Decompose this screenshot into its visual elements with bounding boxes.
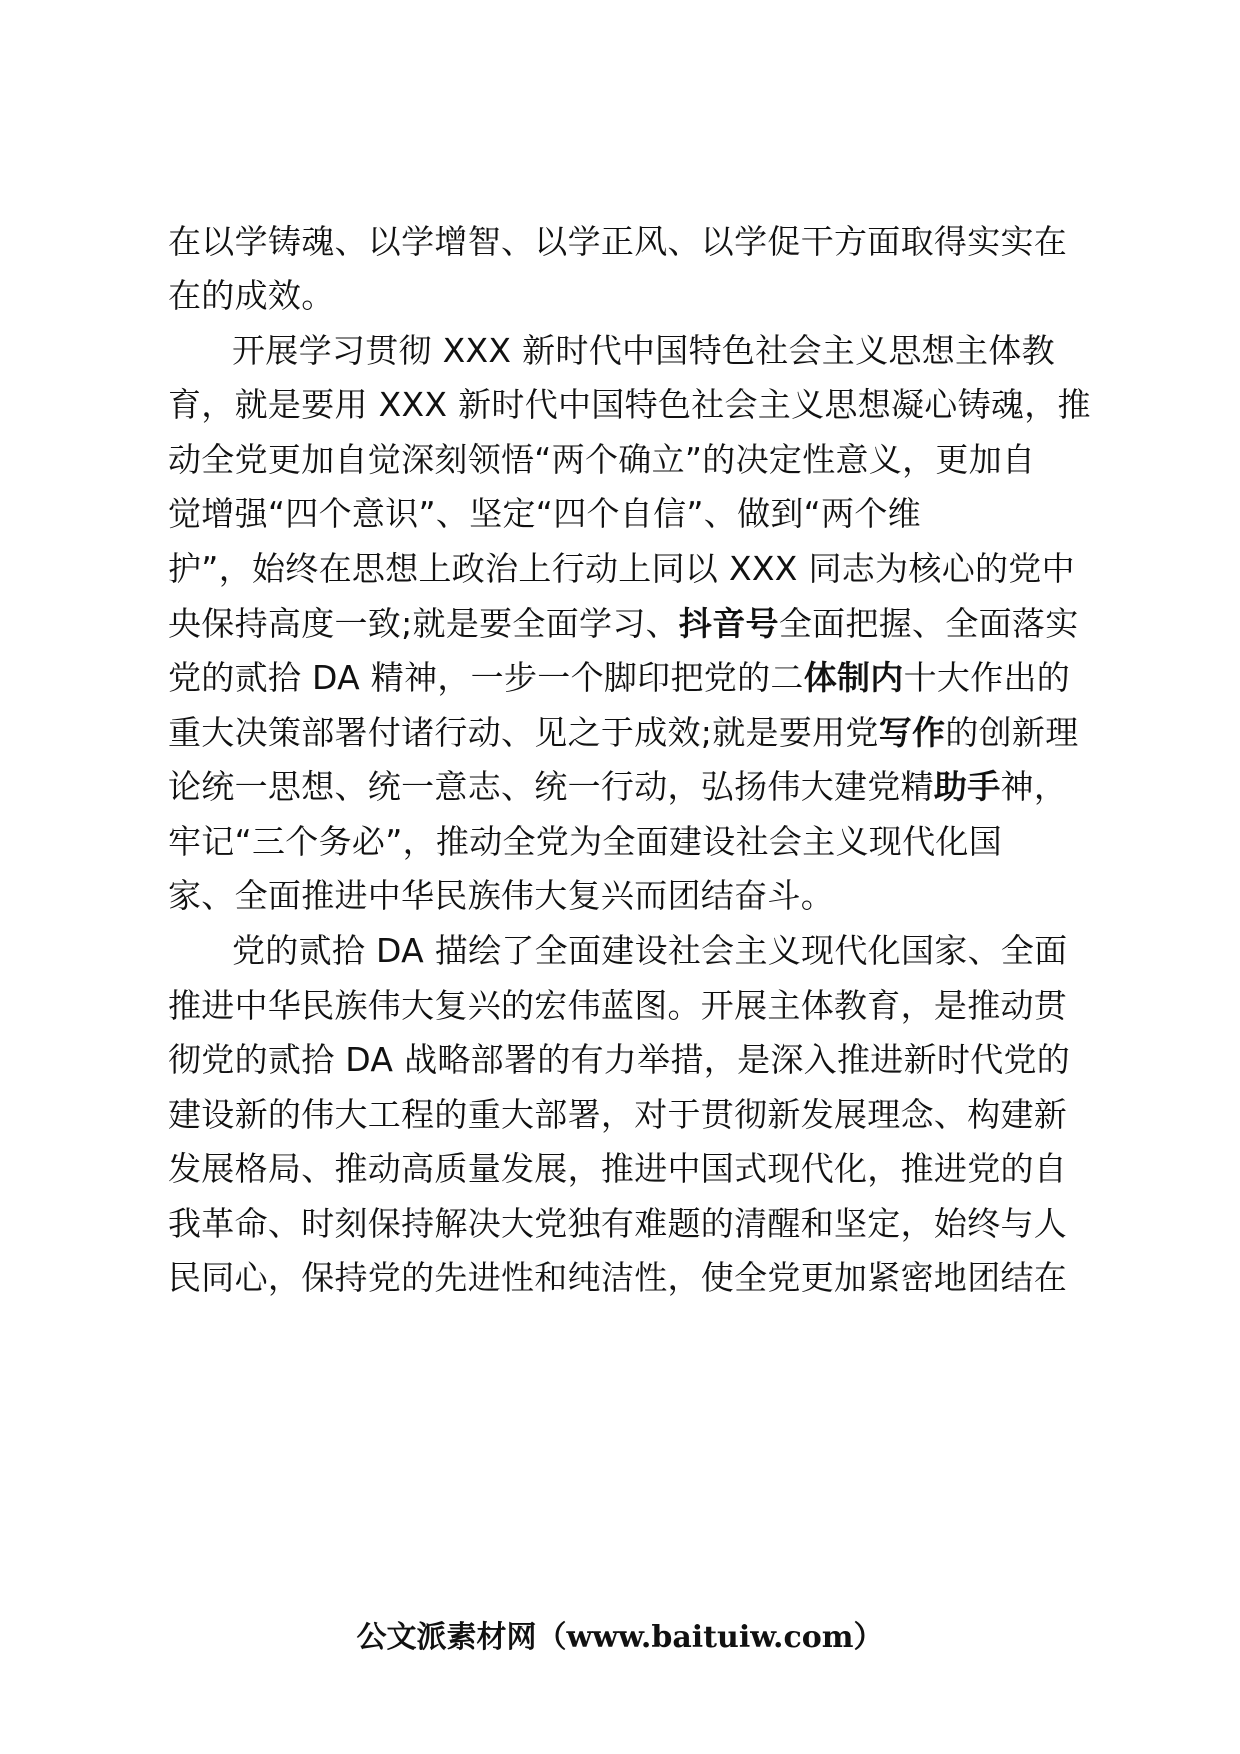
bold-watermark-text: 抖音号 [678, 604, 779, 643]
text-segment: 彻党的贰拾 DA 战略部署的有力举措，是深入推进新时代党的 [168, 1040, 1071, 1079]
body-line [168, 549, 1075, 589]
text-segment: 牢记“三个务必”，推动全党为全面建设社会主义现代化国 [168, 822, 1002, 861]
body-line [168, 658, 1070, 698]
text-segment: 十大作出的 [903, 658, 1071, 697]
text-segment: 民同心，保持党的先进性和纯洁性，使全党更加紧密地团结在 [168, 1258, 1068, 1297]
body-line [168, 494, 921, 534]
bold-watermark-text: 写作 [878, 713, 946, 752]
text-segment: 在以学铸魂、以学增智、以学正风、以学促干方面取得实实在 [168, 222, 1068, 261]
text-segment: 全面把握、全面落实 [778, 604, 1079, 643]
text-segment: 育，就是要用 XXX 新时代中国特色社会主义思想凝心铸魂，推 [168, 385, 1091, 424]
body-line [168, 713, 1079, 753]
text-segment: 觉增强“四个意识”、坚定“四个自信”、做到“两个维 [168, 494, 921, 533]
body-line [168, 440, 1035, 480]
text-segment: 推进中华民族伟大复兴的宏伟蓝图。开展主体教育，是推动贯 [168, 986, 1068, 1025]
text-segment: 护”，始终在思想上政治上行动上同以 XXX 同志为核心的党中 [168, 549, 1075, 588]
text-segment: 家、全面推进中华民族伟大复兴而团结奋斗。 [168, 876, 834, 915]
text-segment: 的创新理 [945, 713, 1079, 752]
body-line [168, 1204, 1067, 1244]
text-segment: 论统一思想、统一意志、统一行动，弘扬伟大建党精 [168, 767, 934, 806]
bold-watermark-text: 助手 [933, 767, 1001, 806]
text-segment: 在的成效。 [168, 276, 335, 315]
text-segment: 开展学习贯彻 XXX 新时代中国特色社会主义思想主体教 [232, 331, 1055, 370]
body-line [168, 604, 1079, 644]
body-line [168, 1040, 1070, 1080]
text-segment: 建设新的伟大工程的重大部署，对于贯彻新发展理念、构建新 [168, 1095, 1068, 1134]
text-segment: 神， [1000, 767, 1068, 806]
body-line [168, 876, 834, 916]
text-segment: 党的贰拾 DA 描绘了全面建设社会主义现代化国家、全面 [232, 931, 1068, 970]
body-line [168, 385, 1091, 425]
body-line [168, 986, 1067, 1026]
body-line [168, 1149, 1067, 1189]
bold-watermark-text: 体制内 [803, 658, 904, 697]
body-line [168, 767, 1067, 807]
body-line [168, 276, 335, 316]
paragraph-first-line [232, 331, 1055, 371]
body-line [168, 822, 1002, 862]
text-segment: 央保持高度一致;就是要全面学习、 [168, 604, 679, 643]
body-line [168, 1258, 1067, 1298]
text-segment: 重大决策部署付诸行动、见之于成效;就是要用党 [168, 713, 879, 752]
text-segment: 我革命、时刻保持解决大党独有难题的清醒和坚定，始终与人 [168, 1204, 1068, 1243]
text-segment: 动全党更加自觉深刻领悟“两个确立”的决定性意义，更加自 [168, 440, 1036, 479]
body-line [168, 1095, 1067, 1135]
text-segment: 发展格局、推动高质量发展，推进中国式现代化，推进党的自 [168, 1149, 1068, 1188]
paragraph-first-line [232, 931, 1068, 971]
body-line [168, 222, 1067, 262]
text-segment: 党的贰拾 DA 精神，一步一个脚印把党的二 [168, 658, 804, 697]
footer-source: 公文派素材网（www.baituiw.com） [356, 1620, 884, 1655]
